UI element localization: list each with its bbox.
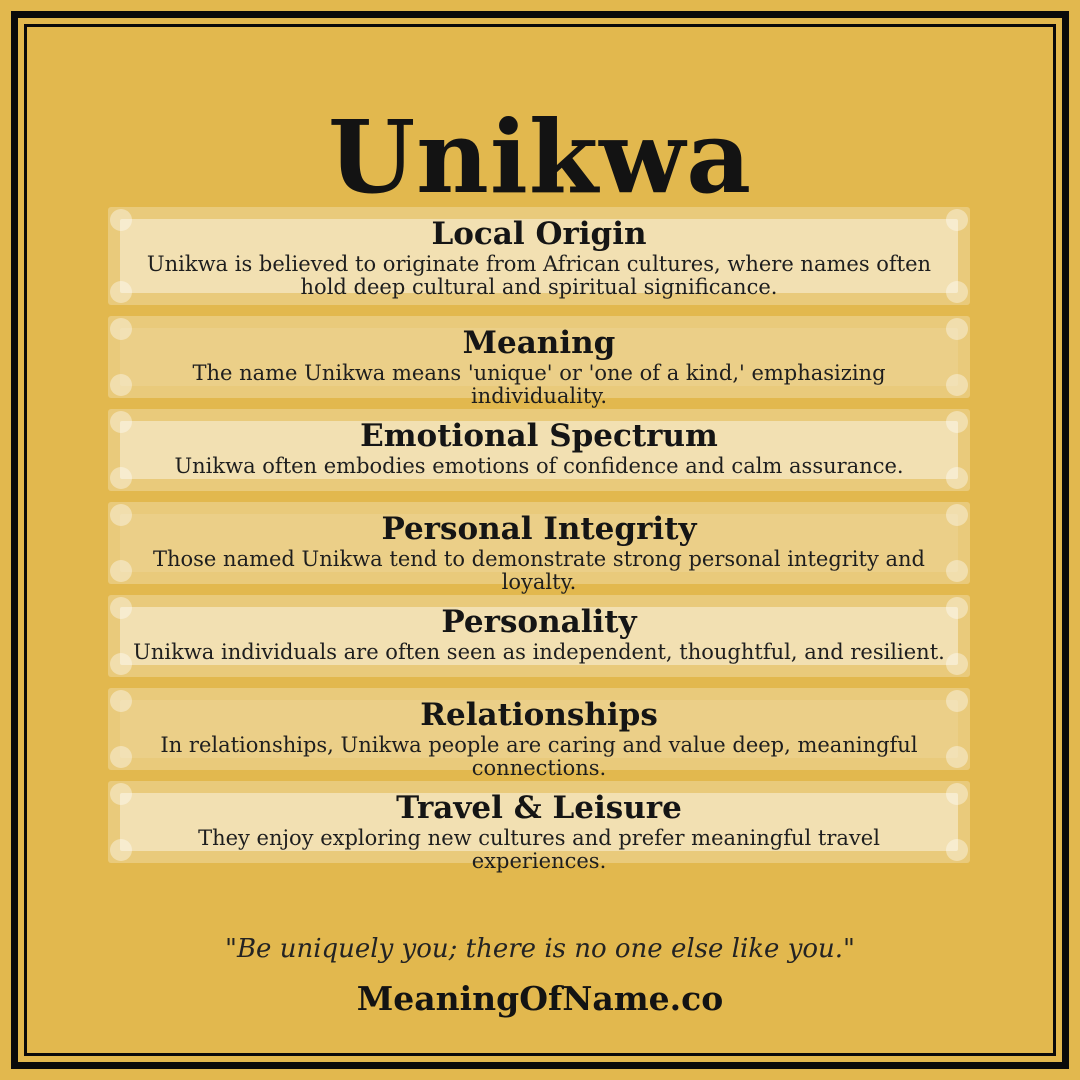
cards (108, 207, 970, 874)
name-meaning-card (108, 207, 970, 305)
card-heading: Meaning (462, 325, 616, 361)
card-body-text: They enjoy exploring new cultures and prefer meaningful travel experiences. (198, 825, 880, 874)
card-content (108, 207, 970, 300)
card-body-text: Those named Unikwa tend to demonstrate strong personal integrity and loyalty. (152, 546, 925, 595)
card-heading: Local Origin (431, 216, 647, 252)
name-meaning-card (108, 688, 970, 781)
card-content (108, 688, 970, 781)
name-meaning-card (108, 595, 970, 677)
page-title: Unikwa (327, 98, 753, 216)
name-meaning-card (108, 409, 970, 491)
card-content (108, 595, 970, 664)
card-content (108, 502, 970, 595)
brand-name: MeaningOfName.co (356, 979, 724, 1018)
card-body-text: Unikwa often embodies emotions of confidence and calm assurance. (174, 453, 904, 478)
card-heading: Emotional Spectrum (360, 418, 718, 454)
card-heading: Relationships (420, 697, 658, 733)
card-heading: Personal Integrity (381, 511, 697, 547)
card-body-text: In relationships, Unikwa people are caring and value deep, meaningful connections. (160, 732, 918, 781)
name-meaning-card (108, 316, 970, 409)
name-meaning-card (108, 781, 970, 874)
card-heading: Personality (441, 604, 637, 640)
card-heading: Travel & Leisure (396, 790, 682, 826)
card-body-text: Unikwa is believed to originate from African cultures, where names often hold deep cultural and spiritual significance. (146, 251, 932, 300)
card-body-text: The name Unikwa means 'unique' or 'one of a kind,' emphasizing individuality. (192, 360, 886, 409)
card-body-text: Unikwa individuals are often seen as independent, thoughtful, and resilient. (133, 639, 945, 664)
card-content (108, 409, 970, 478)
name-meaning-card (108, 502, 970, 595)
card-content (108, 781, 970, 874)
card-content (108, 316, 970, 409)
footer-quote: "Be uniquely you; there is no one else like you." (224, 934, 856, 964)
